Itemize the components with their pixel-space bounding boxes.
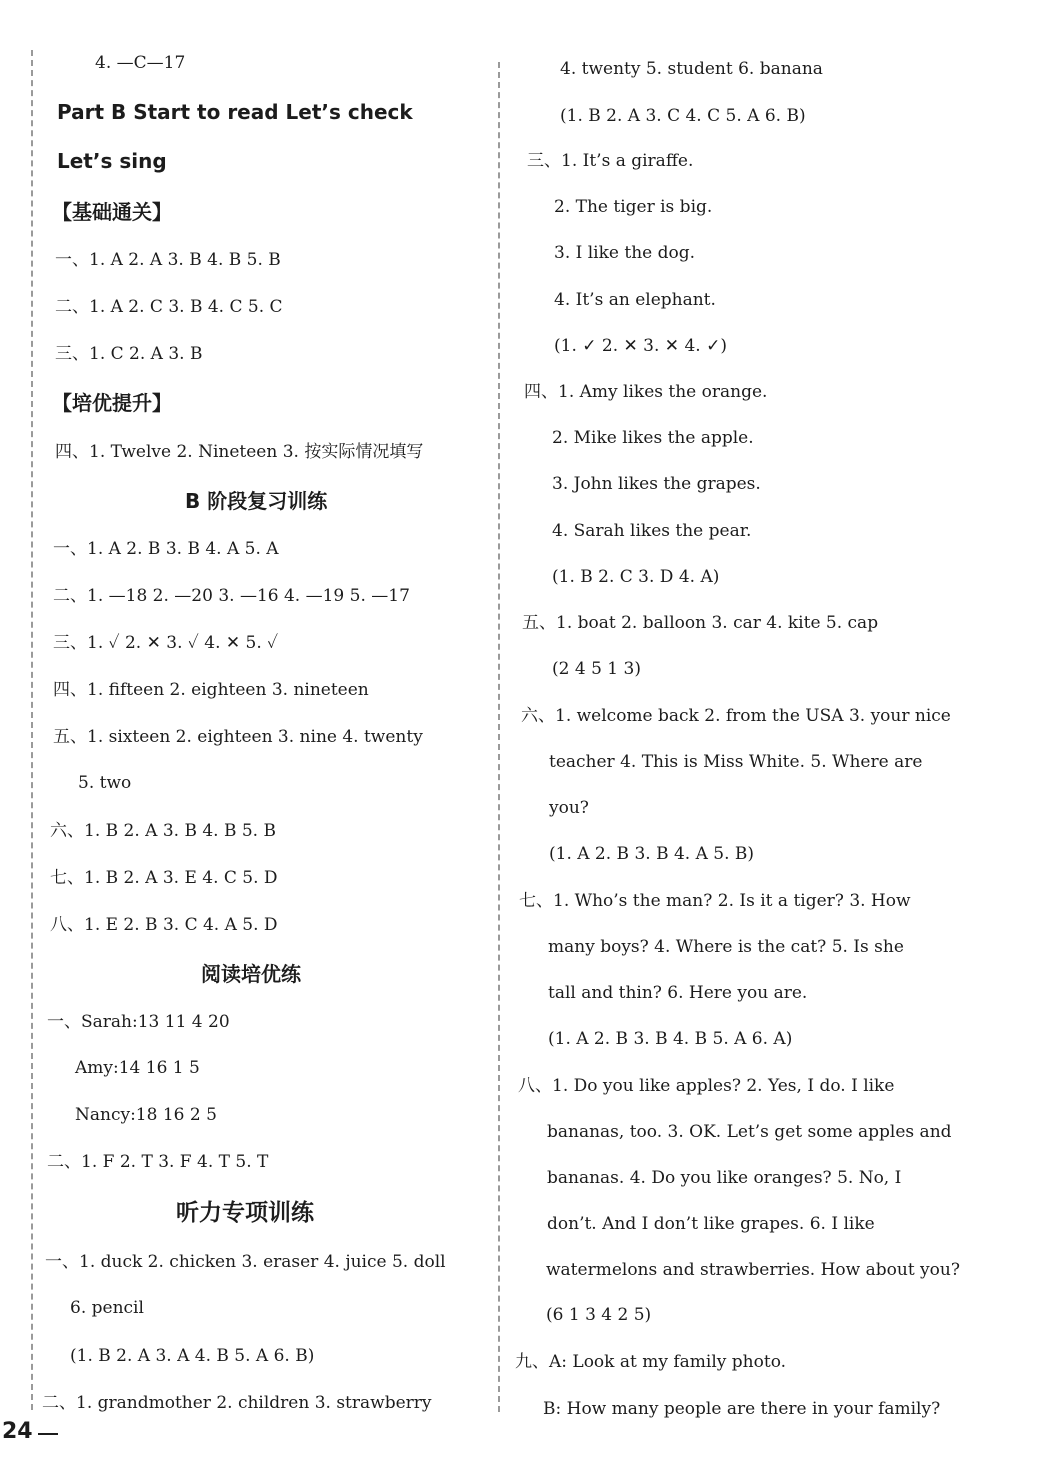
answer-line: (1. B 2. A 3. A 4. B 5. A 6. B) xyxy=(70,1346,315,1366)
answer-line: 一、Sarah:13 11 4 20 xyxy=(47,1012,230,1032)
answer-line: 四、1. Twelve 2. Nineteen 3. 按实际情况填写 xyxy=(55,442,424,462)
page-number-dash xyxy=(38,1433,58,1435)
answer-line: 二、1. grandmother 2. children 3. strawberry xyxy=(42,1393,432,1413)
answer-line: 四、1. fifteen 2. eighteen 3. nineteen xyxy=(53,680,369,700)
answer-line: many boys? 4. Where is the cat? 5. Is she xyxy=(548,937,904,957)
answer-line: 3. I like the dog. xyxy=(554,243,696,263)
subheading-jichu-tongguan: 【基础通关】 xyxy=(52,200,172,224)
answer-line: bananas, too. 3. OK. Let’s get some apples and xyxy=(547,1122,952,1142)
answer-line: watermelons and strawberries. How about you? xyxy=(546,1260,960,1280)
answer-line: Amy:14 16 1 5 xyxy=(75,1058,200,1078)
answer-line: (1. B 2. A 3. C 4. C 5. A 6. B) xyxy=(560,106,806,126)
answer-line: (1. A 2. B 3. B 4. A 5. B) xyxy=(549,844,755,864)
answer-line: 二、1. —18 2. —20 3. —16 4. —19 5. —17 xyxy=(53,586,410,606)
answer-line: don’t. And I don’t like grapes. 6. I like xyxy=(547,1214,875,1234)
answer-line: tall and thin? 6. Here you are. xyxy=(548,983,808,1003)
answer-line: (1. A 2. B 3. B 4. B 5. A 6. A) xyxy=(548,1029,793,1049)
answer-line: (2 4 5 1 3) xyxy=(552,659,641,679)
answer-line: 6. pencil xyxy=(70,1298,144,1318)
answer-line: 4. Sarah likes the pear. xyxy=(552,521,752,541)
answer-line: 一、1. A 2. A 3. B 4. B 5. B xyxy=(55,250,281,270)
answer-line: 5. two xyxy=(78,773,132,793)
answer-line: 二、1. A 2. C 3. B 4. C 5. C xyxy=(55,297,283,317)
answer-line: 2. The tiger is big. xyxy=(554,197,713,217)
answer-line: Nancy:18 16 2 5 xyxy=(75,1105,217,1125)
answer-line: 2. Mike likes the apple. xyxy=(552,428,754,448)
answer-line: (1. ✓ 2. ✕ 3. ✕ 4. ✓) xyxy=(554,336,727,356)
answer-line: 六、1. welcome back 2. from the USA 3. your nice xyxy=(521,706,951,726)
answer-line: 一、1. duck 2. chicken 3. eraser 4. juice 5. doll xyxy=(45,1252,446,1272)
column-divider xyxy=(498,62,500,1412)
subheading-peiyou-tisheng: 【培优提升】 xyxy=(52,391,172,415)
answer-line: 二、1. F 2. T 3. F 4. T 5. T xyxy=(47,1152,269,1172)
answer-line: (1. B 2. C 3. D 4. A) xyxy=(552,567,720,587)
section-heading-part-b: Part B Start to read Let’s check xyxy=(57,100,413,124)
answer-line: B: How many people are there in your family? xyxy=(543,1399,941,1419)
answer-line: 五、1. sixteen 2. eighteen 3. nine 4. twenty xyxy=(53,727,423,747)
section-title-b-review: B 阶段复习训练 xyxy=(185,489,328,513)
section-title-listening: 听力专项训练 xyxy=(176,1200,314,1226)
answer-line: bananas. 4. Do you like oranges? 5. No, I xyxy=(547,1168,902,1188)
section-title-reading: 阅读培优练 xyxy=(201,962,301,986)
answer-line: 三、1. It’s a giraffe. xyxy=(527,151,694,171)
answer-line: 三、1. ✓ 2. ✕ 3. ✓ 4. ✕ 5. ✓ xyxy=(53,633,279,653)
answer-line: teacher 4. This is Miss White. 5. Where are xyxy=(549,752,923,772)
answer-line: (6 1 3 4 2 5) xyxy=(546,1305,652,1325)
answer-line: you? xyxy=(549,798,589,818)
answer-line: 八、1. E 2. B 3. C 4. A 5. D xyxy=(50,915,278,935)
answer-line: 4. It’s an elephant. xyxy=(554,290,716,310)
answer-line: 八、1. Do you like apples? 2. Yes, I do. I like xyxy=(518,1076,895,1096)
answer-line: 4. twenty 5. student 6. banana xyxy=(560,59,823,79)
section-heading-lets-sing: Let’s sing xyxy=(57,149,167,173)
answer-line: 四、1. Amy likes the orange. xyxy=(524,382,768,402)
answer-line: 九、A: Look at my family photo. xyxy=(515,1352,787,1372)
left-margin-divider xyxy=(31,50,33,1410)
answer-line: 五、1. boat 2. balloon 3. car 4. kite 5. cap xyxy=(522,613,879,633)
answer-line: 三、1. C 2. A 3. B xyxy=(55,344,203,364)
answer-line: 七、1. B 2. A 3. E 4. C 5. D xyxy=(50,868,278,888)
page-number: 24 xyxy=(2,1419,33,1444)
answer-line: 一、1. A 2. B 3. B 4. A 5. A xyxy=(53,539,279,559)
answer-line: 4. —C—17 xyxy=(95,53,186,73)
answer-line: 3. John likes the grapes. xyxy=(552,474,761,494)
answer-line: 七、1. Who’s the man? 2. Is it a tiger? 3. How xyxy=(519,891,911,911)
answer-line: 六、1. B 2. A 3. B 4. B 5. B xyxy=(50,821,276,841)
